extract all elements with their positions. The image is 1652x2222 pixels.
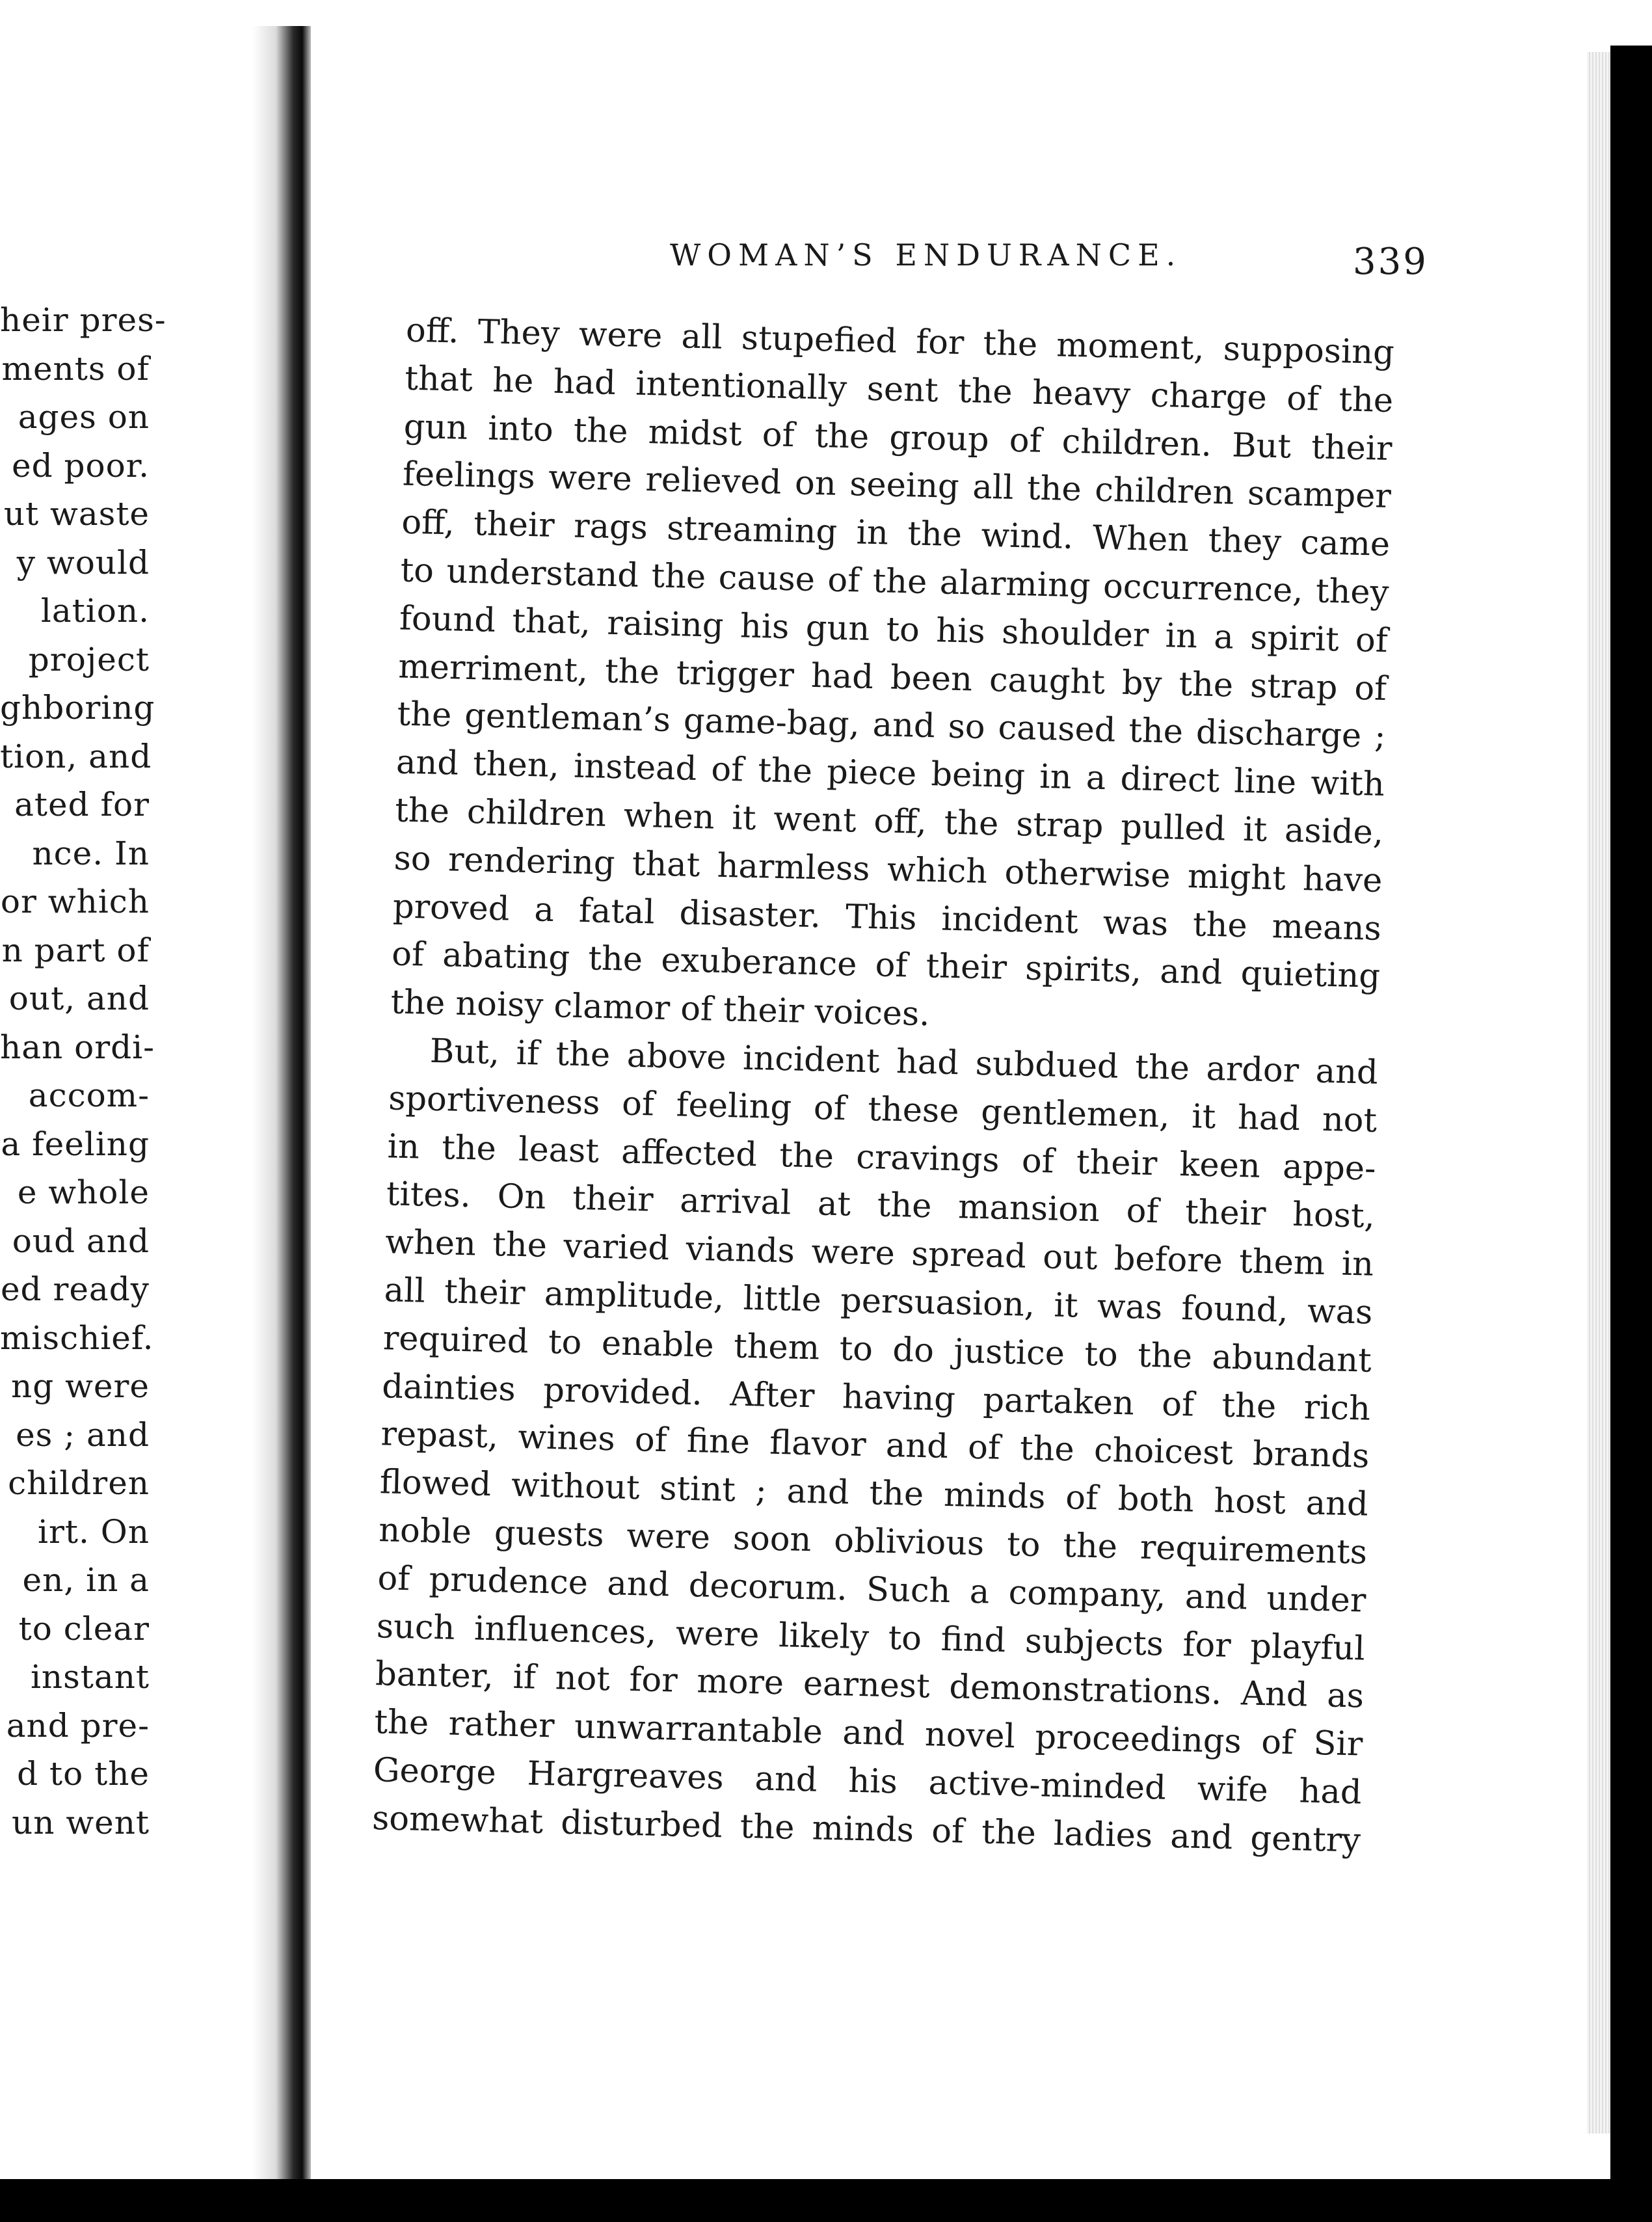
page-number: 339 (1353, 241, 1428, 283)
facing-page-fragment (0, 296, 167, 1847)
text-line: the noisy clamor of their voices. (390, 983, 931, 1034)
text-line: off, their rags streaming in the wind. When they came (401, 503, 1391, 565)
facing-page-line: un went (12, 1803, 150, 1841)
facing-page-line: mischief. (0, 1318, 154, 1357)
facing-page-line: ng were (11, 1367, 150, 1405)
text-line: the rather unwarrantable and novel proceedings of Sir (373, 1703, 1363, 1764)
page-edges (1587, 52, 1610, 2134)
facing-page-line: ated for (14, 786, 150, 823)
text-line: tites. On their arrival at the mansion of their host, (386, 1175, 1376, 1237)
facing-page-line: to clear (18, 1609, 150, 1648)
facing-page-line: ages on (18, 398, 150, 436)
text-line: flowed without stint ; and the minds of both host and (379, 1463, 1369, 1524)
facing-page-line: han ordi- (0, 1028, 155, 1066)
facing-page-line: y would (16, 543, 150, 582)
facing-page-line: and pre- (6, 1706, 150, 1745)
text-line: found that, raising his gun to his shoulder in a spirit of (399, 599, 1389, 660)
text-line: proved a fatal disaster. This incident was the means (392, 887, 1382, 948)
facing-page-line: en, in a (22, 1561, 150, 1599)
text-line: of abating the exuberance of their spirits, and quieting (391, 935, 1381, 997)
text-line: required to enable them to do justice to the abundant (382, 1318, 1372, 1380)
facing-page-line: or which (0, 883, 150, 920)
facing-page-line: es ; and (16, 1415, 150, 1454)
text-line: sportiveness of feeling of these gentlemen, it had not (388, 1079, 1378, 1140)
text-line: merriment, the trigger had been caught by the strap of (397, 647, 1387, 708)
running-head: WOMAN’S ENDURANCE. (670, 237, 1182, 273)
text-line: that he had intentionally sent the heavy charge of the (404, 359, 1394, 420)
text-line: gun into the midst of the group of children. But their (403, 407, 1393, 468)
text-line: and then, instead of the piece being in a direct line with (395, 743, 1385, 805)
scan-border-bottom (0, 2179, 1652, 2222)
facing-page-line: ed poor. (11, 446, 150, 485)
text-line: feelings were relieved on seeing all the children scamper (402, 455, 1392, 516)
text-line: banter, if not for more earnest demonstrations. And as (375, 1655, 1365, 1716)
text-line: noble guests were soon oblivious to the requirements (378, 1511, 1368, 1572)
facing-page-line: oud and (12, 1222, 150, 1260)
text-line: of prudence and decorum. Such a company, and under (377, 1559, 1366, 1620)
facing-page-line: ments of (1, 349, 150, 388)
text-line: when the varied viands were spread out before them in (384, 1223, 1374, 1284)
facing-page-line: n part of (1, 931, 150, 969)
facing-page-line: irt. On (38, 1512, 150, 1551)
facing-page-line: ghboring (0, 689, 155, 727)
facing-page-line: ed ready (0, 1270, 150, 1308)
facing-page-line: d to the (17, 1755, 150, 1793)
text-line: somewhat disturbed the minds of the ladies and gentry (371, 1799, 1361, 1860)
facing-page-line: instant (30, 1658, 150, 1696)
text-line: off. They were all stupefied for the moment, supposing (405, 311, 1395, 373)
text-line: in the least affected the cravings of their keen appe- (387, 1127, 1376, 1188)
text-line: But, if the above incident had subdued the ardor and (429, 1032, 1379, 1092)
text-line: dainties provided. After having partaken of the rich (381, 1367, 1371, 1428)
text-line: all their amplitude, little persuasion, it was found, was (384, 1271, 1373, 1332)
facing-page-line: heir pres- (0, 301, 167, 339)
body-text (371, 307, 1394, 1865)
facing-page-line: tion, and (0, 737, 152, 775)
facing-page-line: project (28, 640, 150, 678)
text-line: the children when it went off, the strap pulled it aside, (394, 791, 1384, 852)
facing-page-line: children (8, 1464, 150, 1502)
text-line: George Hargreaves and his active-minded wife had (373, 1750, 1363, 1812)
facing-page-line: e whole (17, 1173, 150, 1211)
text-line: so rendering that harmless which otherwise might have (393, 839, 1383, 900)
scan-border-right (1610, 46, 1652, 2222)
facing-page-line: nce. In (32, 834, 150, 872)
text-line: such influences, were likely to find subjects for playful (376, 1607, 1366, 1668)
text-line: to understand the cause of the alarming occurrence, they (400, 551, 1390, 613)
top-margin (0, 0, 1652, 25)
text-line: repast, wines of fine flavor and of the choicest brands (380, 1415, 1370, 1477)
book-gutter (252, 26, 311, 2192)
facing-page-line: a feeling (1, 1125, 150, 1163)
text-line: the gentleman’s game-bag, and so caused the discharge ; (397, 695, 1387, 756)
facing-page-line: out, and (8, 980, 150, 1017)
facing-page-line: ut waste (3, 495, 150, 533)
facing-page-line: accom- (28, 1077, 150, 1114)
facing-page-line: lation. (40, 592, 150, 630)
